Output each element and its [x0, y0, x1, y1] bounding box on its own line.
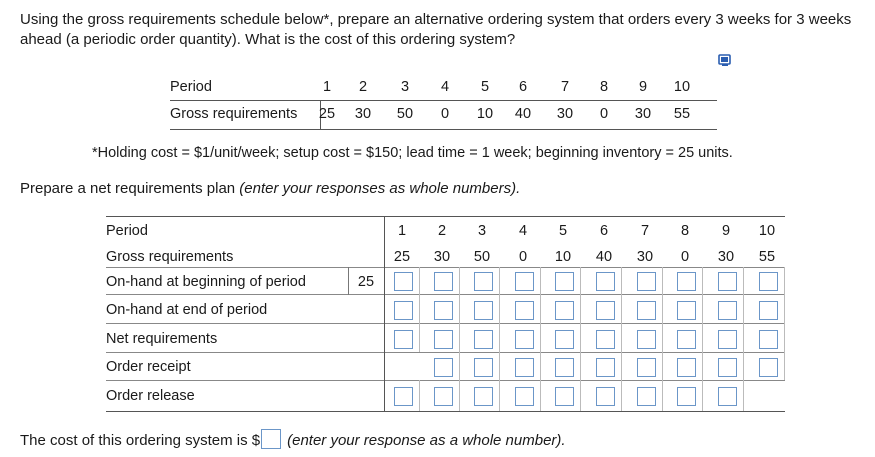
on-hand-begin-input-3[interactable]	[474, 272, 493, 291]
on-hand-end-input-6[interactable]	[596, 301, 615, 320]
order-receipt-input-9[interactable]	[718, 358, 737, 377]
order-release-input-6[interactable]	[596, 387, 615, 406]
plan-period-6: 6	[599, 223, 609, 239]
plan-gross-3: 50	[473, 249, 491, 265]
on-hand-end-input-9[interactable]	[718, 301, 737, 320]
plan-period-10: 10	[758, 223, 776, 239]
net-req-input-5[interactable]	[555, 330, 574, 349]
order-receipt-input-6[interactable]	[596, 358, 615, 377]
net-req-input-8[interactable]	[677, 330, 696, 349]
beginning-inventory-value: 25	[357, 274, 375, 290]
plan-period-7: 7	[640, 223, 650, 239]
order-receipt-input-4[interactable]	[515, 358, 534, 377]
order-release-input-4[interactable]	[515, 387, 534, 406]
order-receipt-input-5[interactable]	[555, 358, 574, 377]
schedule-gross-4: 0	[440, 106, 450, 122]
schedule-period-label: Period	[170, 79, 212, 95]
on-hand-end-input-4[interactable]	[515, 301, 534, 320]
plan-period-4: 4	[518, 223, 528, 239]
net-requirements-plan	[106, 217, 785, 413]
prepare-hint: (enter your responses as whole numbers).	[239, 180, 521, 197]
plan-period-5: 5	[558, 223, 568, 239]
plan-period-8: 8	[680, 223, 690, 239]
order-release-input-5[interactable]	[555, 387, 574, 406]
row-label-period: Period	[106, 223, 148, 239]
net-req-input-2[interactable]	[434, 330, 453, 349]
order-receipt-input-7[interactable]	[637, 358, 656, 377]
on-hand-end-input-2[interactable]	[434, 301, 453, 320]
on-hand-begin-input-4[interactable]	[515, 272, 534, 291]
schedule-period-5: 5	[480, 79, 490, 95]
on-hand-end-input-8[interactable]	[677, 301, 696, 320]
on-hand-begin-input-7[interactable]	[637, 272, 656, 291]
order-receipt-input-3[interactable]	[474, 358, 493, 377]
order-release-input-9[interactable]	[718, 387, 737, 406]
on-hand-end-input-10[interactable]	[759, 301, 778, 320]
schedule-gross-label: Gross requirements	[170, 106, 298, 122]
row-label-gross: Gross requirements	[106, 249, 234, 265]
plan-gross-6: 40	[595, 249, 613, 265]
plan-gross-10: 55	[758, 249, 776, 265]
net-req-input-3[interactable]	[474, 330, 493, 349]
prepare-text: Prepare a net requirements plan	[20, 180, 240, 197]
order-release-input-2[interactable]	[434, 387, 453, 406]
plan-period-2: 2	[437, 223, 447, 239]
net-req-input-10[interactable]	[759, 330, 778, 349]
on-hand-end-input-1[interactable]	[394, 301, 413, 320]
plan-gross-7: 30	[636, 249, 654, 265]
cost-hint: (enter your response as a whole number).	[287, 431, 566, 449]
order-receipt-input-8[interactable]	[677, 358, 696, 377]
row-label-on-hand-end: On-hand at end of period	[106, 302, 268, 318]
on-hand-end-input-7[interactable]	[637, 301, 656, 320]
order-release-input-7[interactable]	[637, 387, 656, 406]
on-hand-begin-input-6[interactable]	[596, 272, 615, 291]
plan-gross-8: 0	[680, 249, 690, 265]
plan-period-9: 9	[721, 223, 731, 239]
cost-text: The cost of this ordering system is $	[20, 431, 261, 449]
row-label-net-req: Net requirements	[106, 331, 218, 347]
schedule-period-3: 3	[400, 79, 410, 95]
plan-gross-1: 25	[393, 249, 411, 265]
on-hand-begin-input-8[interactable]	[677, 272, 696, 291]
schedule-period-6: 6	[518, 79, 528, 95]
on-hand-end-input-5[interactable]	[555, 301, 574, 320]
schedule-gross-10: 55	[673, 106, 691, 122]
schedule-gross-9: 30	[634, 106, 652, 122]
schedule-gross-3: 50	[396, 106, 414, 122]
plan-gross-5: 10	[554, 249, 572, 265]
plan-gross-9: 30	[717, 249, 735, 265]
net-req-input-6[interactable]	[596, 330, 615, 349]
cost-input[interactable]	[261, 429, 281, 449]
schedule-period-7: 7	[560, 79, 570, 95]
row-label-on-hand-begin: On-hand at beginning of period	[106, 274, 306, 290]
schedule-gross-7: 30	[556, 106, 574, 122]
on-hand-begin-input-5[interactable]	[555, 272, 574, 291]
copy-icon[interactable]	[717, 52, 733, 68]
schedule-gross-1: 25	[318, 106, 336, 122]
schedule-period-1: 1	[322, 79, 332, 95]
cost-line	[20, 431, 566, 451]
schedule-gross-8: 0	[599, 106, 609, 122]
order-receipt-input-10[interactable]	[759, 358, 778, 377]
net-req-input-1[interactable]	[394, 330, 413, 349]
row-label-order-release: Order release	[106, 388, 195, 404]
schedule-period-10: 10	[673, 79, 691, 95]
schedule-gross-5: 10	[476, 106, 494, 122]
on-hand-begin-input-2[interactable]	[434, 272, 453, 291]
prepare-instruction	[20, 180, 520, 197]
schedule-period-2: 2	[358, 79, 368, 95]
schedule-period-9: 9	[638, 79, 648, 95]
order-release-input-3[interactable]	[474, 387, 493, 406]
on-hand-end-input-3[interactable]	[474, 301, 493, 320]
plan-period-1: 1	[397, 223, 407, 239]
footnote: *Holding cost = $1/unit/week; setup cost = $150; lead time = 1 week; beginning inventory = 25 units.	[92, 145, 733, 161]
schedule-period-4: 4	[440, 79, 450, 95]
schedule-gross-2: 30	[354, 106, 372, 122]
plan-gross-2: 30	[433, 249, 451, 265]
net-req-input-9[interactable]	[718, 330, 737, 349]
order-release-input-8[interactable]	[677, 387, 696, 406]
row-label-order-receipt: Order receipt	[106, 359, 191, 375]
net-req-input-7[interactable]	[637, 330, 656, 349]
question-text: Using the gross requirements schedule below*, prepare an alternative ordering system that orders every 3 weeks for 3 weeks ahead (a periodic order quantity). What is the cost of this ordering system?	[20, 11, 852, 48]
order-release-input-1[interactable]	[394, 387, 413, 406]
net-req-input-4[interactable]	[515, 330, 534, 349]
on-hand-begin-input-9[interactable]	[718, 272, 737, 291]
plan-period-3: 3	[477, 223, 487, 239]
schedule-gross-6: 40	[514, 106, 532, 122]
schedule-period-8: 8	[599, 79, 609, 95]
plan-gross-4: 0	[518, 249, 528, 265]
on-hand-begin-input-1[interactable]	[394, 272, 413, 291]
on-hand-begin-input-10[interactable]	[759, 272, 778, 291]
order-receipt-input-2[interactable]	[434, 358, 453, 377]
